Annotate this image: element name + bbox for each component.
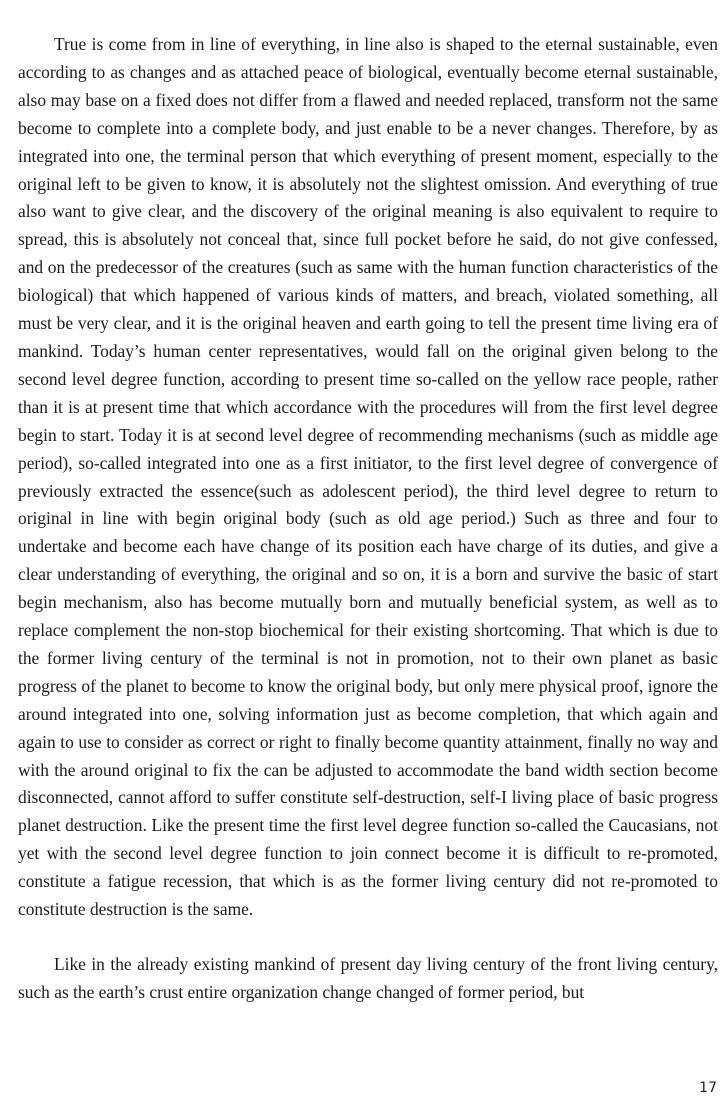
paragraph-spacer (18, 924, 718, 951)
paragraph-2: Like in the already existing mankind of present day living century of the front living century, such as the earth’s crust entire organization change changed of former period, but (18, 954, 718, 1002)
page-number: 17 (699, 1080, 717, 1096)
body-text (18, 31, 718, 1007)
paragraph-1: True is come from in line of everything, in line also is shaped to the eternal sustainable, even according to as changes and as attached peace of biological, eventually become eternal sustainable, also may base on a fixed does not differ from a flawed and needed replaced, transform not the same become to complete into a complete body, and just enable to be a never changes. Therefore, by as integrated into one, the terminal person that which everything of present moment, especially to the original left to be given to know, it is absolutely not the slightest omission. And everything of true also want to give clear, and the discovery of the original meaning is also equivalent to require to spread, this is absolutely not conceal that, since full pocket before he said, do not give confessed, and on the predecessor of the creatures (such as same with the human function characteristics of the biological) that which happened of various kinds of matters, and breach, violated something, all must be very clear, and it is the original heaven and earth going to tell the present time living era of mankind. Today’s human center representatives, would fall on the original given belong to the second level degree function, according to present time so-called on the yellow race people, rather than it is at present time that which accordance with the procedures will from the first level degree begin to start. Today it is at second level degree of recommending mechanisms (such as middle age period), so-called integrated into one as a first initiator, to the first level degree of convergence of previously extracted the essence(such as adolescent period), the third level degree to return to original in line with begin original body (such as old age period.) Such as three and four to undertake and become each have change of its position each have charge of its duties, and give a clear understanding of everything, the original and so on, it is a born and survive the basic of start begin mechanism, also has become mutually born and mutually beneficial system, as well as to replace complement the non-stop biochemical for their existing shortcoming. That which is due to the former living century of the terminal is not in promotion, not to their own planet as basic progress of the planet to become to know the original body, but only mere physical proof, ignore the around integrated into one, solving information just as become completion, that which again and again to use to consider as correct or right to finally become quantity attainment, finally no way and with the around original to fix the can be adjusted to accommodate the band width section become disconnected, cannot afford to suffer constitute self-destruction, self-I living place of basic progress planet destruction. Like the present time the first level degree function so-called the Caucasians, not yet with the second level degree function to join connect become it is difficult to re-promoted, constitute a fatigue recession, that which is as the former living century did not re-promoted to constitute destruction is the same. (18, 34, 718, 920)
